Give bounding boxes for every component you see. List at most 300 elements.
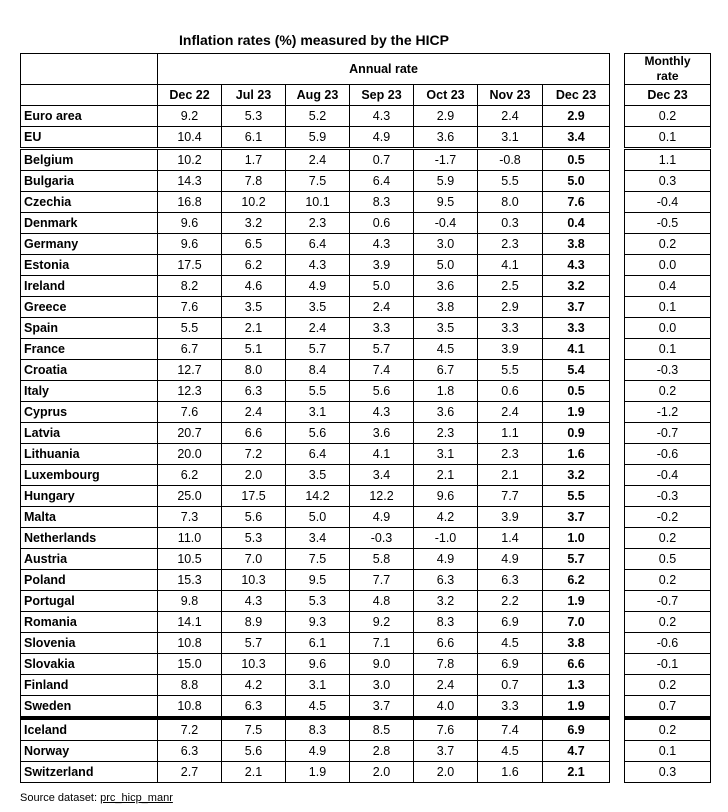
table-row — [21, 718, 610, 741]
country-name: Iceland — [21, 718, 158, 741]
rate-cell: 5.7 — [222, 633, 286, 654]
rate-cell: 0.6 — [478, 381, 543, 402]
rate-cell: 1.9 — [286, 762, 350, 783]
source-label: Source dataset: — [20, 792, 101, 804]
table-row — [21, 570, 610, 591]
column-header: Sep 23 — [350, 85, 414, 106]
monthly-row — [625, 612, 711, 633]
monthly-rate-cell: 1.1 — [625, 149, 711, 171]
monthly-rate-cell: 0.1 — [625, 741, 711, 762]
rate-cell: 9.6 — [286, 654, 350, 675]
monthly-row — [625, 381, 711, 402]
rate-cell: 3.3 — [543, 318, 610, 339]
rate-cell: 6.9 — [478, 654, 543, 675]
rate-cell: 17.5 — [222, 486, 286, 507]
country-name: Ireland — [21, 276, 158, 297]
source-dataset-link[interactable]: prc_hicp_manr — [100, 792, 173, 804]
rate-cell: 5.7 — [350, 339, 414, 360]
table-row — [21, 297, 610, 318]
rate-cell: 3.7 — [543, 297, 610, 318]
rate-cell: 0.5 — [543, 149, 610, 171]
monthly-row — [625, 276, 711, 297]
rate-cell: 5.1 — [222, 339, 286, 360]
monthly-row — [625, 507, 711, 528]
monthly-row — [625, 528, 711, 549]
rate-cell: 3.1 — [286, 402, 350, 423]
rate-cell: 4.1 — [478, 255, 543, 276]
table-row — [21, 486, 610, 507]
rate-cell: 4.2 — [414, 507, 478, 528]
rate-cell: 12.3 — [158, 381, 222, 402]
rate-cell: 7.5 — [286, 171, 350, 192]
rate-cell: 12.7 — [158, 360, 222, 381]
table-row — [21, 507, 610, 528]
corner-cell-lower — [21, 85, 158, 106]
rate-cell: 6.5 — [222, 234, 286, 255]
rate-cell: 3.0 — [350, 675, 414, 696]
table-row — [21, 276, 610, 297]
monthly-header-line2: rate — [656, 69, 679, 83]
rate-cell: 1.9 — [543, 591, 610, 612]
rate-cell: -0.4 — [414, 213, 478, 234]
rate-cell: 0.7 — [478, 675, 543, 696]
monthly-rate-cell: -0.6 — [625, 444, 711, 465]
rate-cell: 3.8 — [543, 234, 610, 255]
rate-cell: 7.7 — [478, 486, 543, 507]
rate-cell: 10.2 — [222, 192, 286, 213]
rate-cell: 17.5 — [158, 255, 222, 276]
rate-cell: 3.5 — [222, 297, 286, 318]
rate-cell: 5.0 — [350, 276, 414, 297]
rate-cell: 2.0 — [414, 762, 478, 783]
monthly-rate-cell: 0.2 — [625, 718, 711, 741]
table-row — [21, 741, 610, 762]
rate-cell: 5.6 — [222, 741, 286, 762]
rate-cell: 3.9 — [350, 255, 414, 276]
monthly-header-line1: Monthly — [644, 54, 691, 68]
rate-cell: 8.4 — [286, 360, 350, 381]
country-name: Austria — [21, 549, 158, 570]
country-name: Lithuania — [21, 444, 158, 465]
rate-cell: 10.5 — [158, 549, 222, 570]
monthly-rate-cell: 0.7 — [625, 696, 711, 719]
rate-cell: 6.3 — [158, 741, 222, 762]
monthly-row — [625, 591, 711, 612]
monthly-rate-cell: 0.2 — [625, 234, 711, 255]
monthly-row — [625, 718, 711, 741]
rate-cell: 0.7 — [350, 149, 414, 171]
rate-cell: 6.9 — [543, 718, 610, 741]
rate-cell: 7.1 — [350, 633, 414, 654]
rate-cell: 7.6 — [158, 402, 222, 423]
rate-cell: 3.4 — [350, 465, 414, 486]
rate-cell: 25.0 — [158, 486, 222, 507]
rate-cell: 5.3 — [286, 591, 350, 612]
rate-cell: 5.5 — [478, 171, 543, 192]
rate-cell: 5.4 — [543, 360, 610, 381]
rate-cell: 5.3 — [222, 106, 286, 127]
annual-rate-table — [20, 53, 610, 783]
monthly-rate-cell: 0.2 — [625, 675, 711, 696]
rate-cell: 10.1 — [286, 192, 350, 213]
rate-cell: 2.4 — [350, 297, 414, 318]
monthly-rate-cell: 0.1 — [625, 339, 711, 360]
country-name: Estonia — [21, 255, 158, 276]
rate-cell: 4.2 — [222, 675, 286, 696]
country-name: France — [21, 339, 158, 360]
table-row — [21, 127, 610, 149]
rate-cell: 9.2 — [158, 106, 222, 127]
rate-cell: 2.2 — [478, 591, 543, 612]
rate-cell: 2.3 — [414, 423, 478, 444]
table-row — [21, 675, 610, 696]
rate-cell: 5.5 — [543, 486, 610, 507]
rate-cell: 2.7 — [158, 762, 222, 783]
rate-cell: 1.9 — [543, 402, 610, 423]
rate-cell: 9.5 — [414, 192, 478, 213]
monthly-row — [625, 762, 711, 783]
rate-cell: 1.4 — [478, 528, 543, 549]
monthly-rate-header — [625, 54, 711, 85]
rate-cell: 2.9 — [478, 297, 543, 318]
rate-cell: 5.2 — [286, 106, 350, 127]
monthly-row — [625, 486, 711, 507]
country-name: Finland — [21, 675, 158, 696]
monthly-row — [625, 339, 711, 360]
rate-cell: 3.1 — [478, 127, 543, 149]
monthly-rate-cell: 0.1 — [625, 127, 711, 149]
rate-cell: -0.3 — [350, 528, 414, 549]
rate-cell: 4.5 — [478, 633, 543, 654]
rate-cell: 0.6 — [350, 213, 414, 234]
country-name: Cyprus — [21, 402, 158, 423]
rate-cell: 4.9 — [286, 741, 350, 762]
column-header: Aug 23 — [286, 85, 350, 106]
rate-cell: 3.7 — [414, 741, 478, 762]
rate-cell: 9.0 — [350, 654, 414, 675]
rate-cell: 8.2 — [158, 276, 222, 297]
monthly-row — [625, 255, 711, 276]
rate-cell: 8.3 — [286, 718, 350, 741]
table-row — [21, 423, 610, 444]
rate-cell: 5.3 — [222, 528, 286, 549]
monthly-row — [625, 127, 711, 149]
country-name: Poland — [21, 570, 158, 591]
column-header: Dec 23 — [543, 85, 610, 106]
country-name: Czechia — [21, 192, 158, 213]
rate-cell: 5.0 — [543, 171, 610, 192]
monthly-row — [625, 444, 711, 465]
source-footer — [20, 792, 173, 804]
monthly-row — [625, 318, 711, 339]
rate-cell: 2.4 — [414, 675, 478, 696]
monthly-row — [625, 654, 711, 675]
monthly-row — [625, 696, 711, 719]
rate-cell: 4.5 — [478, 741, 543, 762]
rate-cell: 3.5 — [286, 465, 350, 486]
rate-cell: 5.5 — [158, 318, 222, 339]
rate-cell: 4.1 — [543, 339, 610, 360]
rate-cell: 4.9 — [478, 549, 543, 570]
rate-cell: 3.1 — [286, 675, 350, 696]
monthly-rate-cell: 0.2 — [625, 528, 711, 549]
rate-cell: 5.7 — [286, 339, 350, 360]
rate-cell: 10.4 — [158, 127, 222, 149]
country-name: Euro area — [21, 106, 158, 127]
rate-cell: 2.1 — [222, 318, 286, 339]
rate-cell: 4.6 — [222, 276, 286, 297]
country-name: Slovakia — [21, 654, 158, 675]
country-name: Luxembourg — [21, 465, 158, 486]
rate-cell: 5.0 — [414, 255, 478, 276]
rate-cell: 5.6 — [350, 381, 414, 402]
table-row — [21, 762, 610, 783]
monthly-rate-cell: -0.3 — [625, 486, 711, 507]
table-row — [21, 339, 610, 360]
rate-cell: 2.8 — [350, 741, 414, 762]
rate-cell: 4.0 — [414, 696, 478, 719]
rate-cell: 3.8 — [543, 633, 610, 654]
rate-cell: 10.8 — [158, 696, 222, 719]
rate-cell: 3.2 — [543, 276, 610, 297]
monthly-rate-cell: -0.7 — [625, 591, 711, 612]
country-name: Belgium — [21, 149, 158, 171]
monthly-row — [625, 549, 711, 570]
monthly-row — [625, 423, 711, 444]
rate-cell: -1.0 — [414, 528, 478, 549]
rate-cell: 5.9 — [286, 127, 350, 149]
rate-cell: 4.9 — [350, 127, 414, 149]
rate-cell: 6.2 — [543, 570, 610, 591]
rate-cell: 20.0 — [158, 444, 222, 465]
country-name: Denmark — [21, 213, 158, 234]
rate-cell: 0.5 — [543, 381, 610, 402]
table-row — [21, 591, 610, 612]
rate-cell: 5.6 — [286, 423, 350, 444]
rate-cell: 6.7 — [158, 339, 222, 360]
rate-cell: 4.9 — [286, 276, 350, 297]
rate-cell: 4.3 — [350, 234, 414, 255]
rate-cell: 2.9 — [543, 106, 610, 127]
monthly-row — [625, 213, 711, 234]
monthly-rate-cell: -0.5 — [625, 213, 711, 234]
rate-cell: 6.2 — [158, 465, 222, 486]
country-name: Malta — [21, 507, 158, 528]
rate-cell: 6.3 — [478, 570, 543, 591]
rate-cell: 2.4 — [286, 318, 350, 339]
rate-cell: 3.1 — [414, 444, 478, 465]
rate-cell: 14.2 — [286, 486, 350, 507]
rate-cell: 10.2 — [158, 149, 222, 171]
rate-cell: 7.5 — [222, 718, 286, 741]
rate-cell: 4.3 — [350, 402, 414, 423]
monthly-row — [625, 465, 711, 486]
rate-cell: 9.6 — [414, 486, 478, 507]
rate-cell: 3.6 — [414, 127, 478, 149]
monthly-rate-cell: 0.2 — [625, 612, 711, 633]
rate-cell: 3.0 — [414, 234, 478, 255]
rate-cell: 3.4 — [543, 127, 610, 149]
monthly-rate-cell: 0.3 — [625, 762, 711, 783]
rate-cell: 14.3 — [158, 171, 222, 192]
rate-cell: 1.3 — [543, 675, 610, 696]
rate-cell: 3.3 — [350, 318, 414, 339]
rate-cell: 20.7 — [158, 423, 222, 444]
rate-cell: 9.6 — [158, 234, 222, 255]
rate-cell: 7.3 — [158, 507, 222, 528]
monthly-rate-cell: -1.2 — [625, 402, 711, 423]
rate-cell: 7.4 — [350, 360, 414, 381]
rate-cell: 12.2 — [350, 486, 414, 507]
monthly-rate-cell: -0.4 — [625, 192, 711, 213]
monthly-row — [625, 234, 711, 255]
rate-cell: 3.7 — [543, 507, 610, 528]
rate-cell: 7.7 — [350, 570, 414, 591]
rate-cell: 3.6 — [414, 276, 478, 297]
rate-cell: 3.5 — [286, 297, 350, 318]
rate-cell: 9.6 — [158, 213, 222, 234]
rate-cell: 9.8 — [158, 591, 222, 612]
monthly-rate-cell: 0.2 — [625, 381, 711, 402]
table-row — [21, 465, 610, 486]
country-name: Sweden — [21, 696, 158, 719]
table-row — [21, 255, 610, 276]
rate-cell: 1.9 — [543, 696, 610, 719]
monthly-rate-cell: 0.4 — [625, 276, 711, 297]
rate-cell: 1.6 — [478, 762, 543, 783]
rate-cell: 4.1 — [350, 444, 414, 465]
table-row — [21, 381, 610, 402]
rate-cell: 6.4 — [286, 444, 350, 465]
monthly-rate-cell: -0.6 — [625, 633, 711, 654]
country-name: Portugal — [21, 591, 158, 612]
rate-cell: 7.0 — [543, 612, 610, 633]
rate-cell: 2.4 — [222, 402, 286, 423]
rate-cell: 6.7 — [414, 360, 478, 381]
rate-cell: 2.3 — [478, 234, 543, 255]
rate-cell: 7.4 — [478, 718, 543, 741]
table-row — [21, 444, 610, 465]
rate-cell: 7.8 — [222, 171, 286, 192]
table-row — [21, 234, 610, 255]
table-title: Inflation rates (%) measured by the HICP — [179, 32, 449, 48]
rate-cell: 3.2 — [543, 465, 610, 486]
rate-cell: 4.8 — [350, 591, 414, 612]
rate-cell: 2.1 — [543, 762, 610, 783]
rate-cell: 5.7 — [543, 549, 610, 570]
rate-cell: 6.9 — [478, 612, 543, 633]
rate-cell: 6.6 — [543, 654, 610, 675]
monthly-rate-cell: 0.3 — [625, 171, 711, 192]
rate-cell: 3.9 — [478, 507, 543, 528]
column-header: Dec 22 — [158, 85, 222, 106]
rate-cell: 2.3 — [286, 213, 350, 234]
country-name: Bulgaria — [21, 171, 158, 192]
rate-cell: 3.5 — [414, 318, 478, 339]
monthly-rate-cell: 0.2 — [625, 106, 711, 127]
monthly-rate-cell: -0.1 — [625, 654, 711, 675]
rate-cell: 8.5 — [350, 718, 414, 741]
rate-cell: 8.8 — [158, 675, 222, 696]
rate-cell: 9.3 — [286, 612, 350, 633]
rate-cell: 15.0 — [158, 654, 222, 675]
rate-cell: 6.3 — [222, 381, 286, 402]
rate-cell: 5.0 — [286, 507, 350, 528]
rate-cell: 4.7 — [543, 741, 610, 762]
table-row — [21, 402, 610, 423]
rate-cell: 6.1 — [222, 127, 286, 149]
table-row — [21, 192, 610, 213]
rate-cell: 16.8 — [158, 192, 222, 213]
rate-cell: 0.9 — [543, 423, 610, 444]
rate-cell: 1.6 — [543, 444, 610, 465]
monthly-rate-table — [624, 53, 711, 783]
country-name: Netherlands — [21, 528, 158, 549]
rate-cell: 4.5 — [414, 339, 478, 360]
rate-cell: 3.2 — [414, 591, 478, 612]
rate-cell: 3.6 — [350, 423, 414, 444]
rate-cell: 8.0 — [478, 192, 543, 213]
table-row — [21, 528, 610, 549]
rate-cell: 7.2 — [158, 718, 222, 741]
country-name: Slovenia — [21, 633, 158, 654]
country-name: Italy — [21, 381, 158, 402]
country-name: Switzerland — [21, 762, 158, 783]
rate-cell: 4.9 — [350, 507, 414, 528]
monthly-rate-cell: -0.4 — [625, 465, 711, 486]
monthly-rate-cell: -0.2 — [625, 507, 711, 528]
rate-cell: 2.1 — [222, 762, 286, 783]
rate-cell: 6.3 — [222, 696, 286, 719]
rate-cell: -0.8 — [478, 149, 543, 171]
rate-cell: 7.0 — [222, 549, 286, 570]
column-header: Jul 23 — [222, 85, 286, 106]
monthly-rate-cell: -0.3 — [625, 360, 711, 381]
monthly-row — [625, 570, 711, 591]
country-name: Norway — [21, 741, 158, 762]
rate-cell: 5.8 — [350, 549, 414, 570]
rate-cell: 3.8 — [414, 297, 478, 318]
rate-cell: 10.3 — [222, 570, 286, 591]
monthly-row — [625, 741, 711, 762]
monthly-rate-cell: -0.7 — [625, 423, 711, 444]
rate-cell: 10.3 — [222, 654, 286, 675]
table-row — [21, 106, 610, 127]
country-name: Spain — [21, 318, 158, 339]
corner-cell — [21, 54, 158, 85]
rate-cell: 0.3 — [478, 213, 543, 234]
country-name: Croatia — [21, 360, 158, 381]
rate-cell: 6.4 — [350, 171, 414, 192]
monthly-row — [625, 675, 711, 696]
table-row — [21, 171, 610, 192]
rate-cell: 2.1 — [414, 465, 478, 486]
rate-cell: 11.0 — [158, 528, 222, 549]
rate-cell: 8.3 — [414, 612, 478, 633]
monthly-row — [625, 192, 711, 213]
rate-cell: 14.1 — [158, 612, 222, 633]
monthly-rate-cell: 0.1 — [625, 297, 711, 318]
monthly-rate-cell: 0.0 — [625, 255, 711, 276]
rate-cell: 9.2 — [350, 612, 414, 633]
rate-cell: 10.8 — [158, 633, 222, 654]
rate-cell: 2.4 — [286, 149, 350, 171]
rate-cell: 2.0 — [222, 465, 286, 486]
rate-cell: 4.3 — [543, 255, 610, 276]
rate-cell: 8.9 — [222, 612, 286, 633]
monthly-rate-cell: 0.5 — [625, 549, 711, 570]
rate-cell: 1.7 — [222, 149, 286, 171]
